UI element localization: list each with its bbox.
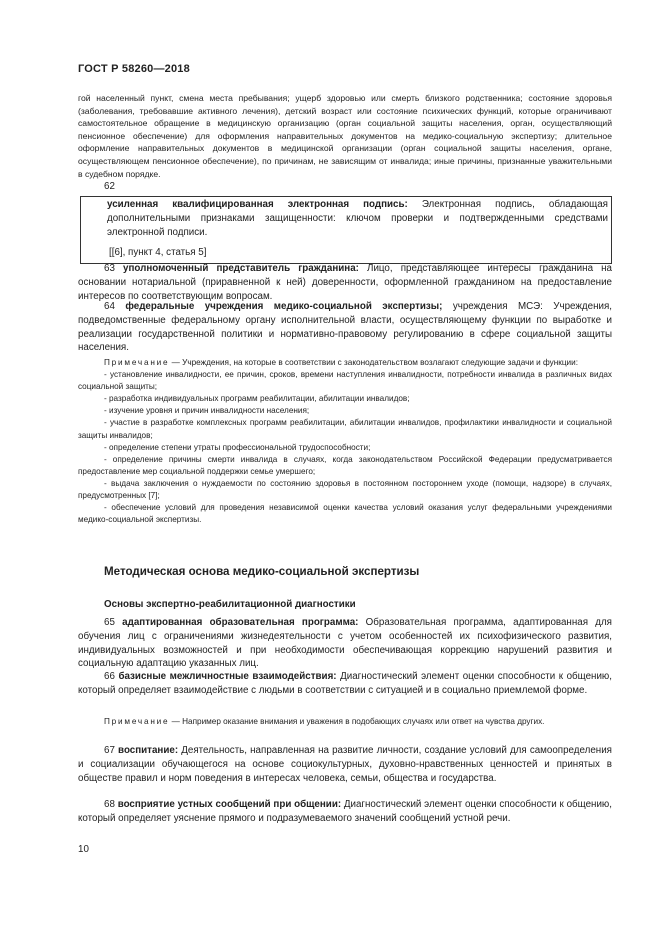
term-67-term: воспитание:	[118, 745, 179, 756]
note-64	[78, 357, 612, 526]
term-64-definition: учреждения МСЭ: Учреждения, подведомственные федеральному органу исполнительной власти, осуществляющему функции по выработке и реализации государственной политики и нормативно-правовому регулированию в сфере социальной защиты населения.	[78, 301, 612, 354]
page-number: 10	[78, 844, 89, 855]
note-64-text: — Учреждения, на которые в соответствии с законодательством возлагают следующие задачи и функции:	[169, 358, 578, 367]
section-title: Методическая основа медико-социальной экспертизы	[104, 565, 420, 578]
term-66-paragraph	[78, 670, 612, 698]
term-66-number: 66	[104, 671, 115, 682]
standard-designation: ГОСТ Р 58260—2018	[78, 63, 190, 75]
note-64-item: - участие в разработке комплексных программ реабилитации, абилитации инвалидов, профилактики инвалидности и социальной защиты инвалидов;	[78, 418, 612, 440]
term-66-definition: Диагностический элемент оценки способности к общению, который определяет взаимодействие с людьми в соответствии с ситуацией и в социально приемлемой форме.	[78, 671, 612, 696]
note-64-item: - разработка индивидуальных программ реабилитации, абилитации инвалидов;	[104, 394, 410, 404]
note-64-item: - обеспечение условий для проведения независимой оценки качества условий оказания услуг федеральными учреждениями медико-социальной экспертизы.	[78, 503, 612, 525]
term-62-paragraph	[81, 197, 611, 239]
term-63-term: уполномоченный представитель гражданина:	[123, 263, 359, 274]
term-64-number: 64	[104, 301, 115, 312]
term-68-paragraph	[78, 798, 612, 826]
term-68-term: восприятие устных сообщений при общении:	[117, 799, 342, 810]
note-66-label: Примечание	[104, 717, 170, 726]
note-64-label: Примечание	[104, 358, 170, 367]
term-65-number: 65	[104, 617, 115, 628]
term-67-paragraph	[78, 744, 612, 785]
term-63-definition: Лицо, представляющее интересы гражданина на основании нотариальной (приравненной к ней) доверенности, оформленной гражданином на предоставление интересов по соответствующим вопросам.	[78, 263, 612, 302]
note-66	[78, 716, 612, 728]
term-66-term: базисные межличностные взаимодействия:	[118, 671, 337, 682]
term-63-paragraph	[78, 262, 612, 303]
term-62-term: усиленная квалифицированная электронная подпись:	[107, 199, 408, 210]
subsection-title: Основы экспертно-реабилитационной диагностики	[104, 599, 356, 610]
term-68-definition: Диагностический элемент оценки способности к общению, который определяет уяснение прямого и подразумеваемого значений сообщений устной речи.	[78, 799, 612, 824]
term-62-box	[80, 196, 612, 264]
note-64-item: - установление инвалидности, ее причин, сроков, времени наступления инвалидности, потребности инвалида в различных видах социальной защиты;	[78, 370, 612, 392]
term-62-number: 62	[104, 181, 115, 192]
intro-paragraph: гой населенный пункт, смена места пребывания; ущерб здоровью или смерть близкого родственника; состояние здоровья (заболевания, требовавшие активного лечения), детский возраст или состояние психических функций, которые ограничивают самостоятельное обращение в медицинскую организацию (орган социальной защиты населения, орган, осуществляющий пенсионное обеспечение) для оформления направительных документов на медико-социальную экспертизу; длительное оформление направительных документов в медицинской организации (орган социальной защиты населения, органе, осуществляющем пенсионное обеспечение), по причинам, не зависящим от инвалида; иные причины, признанные уважительными в судебном порядке.	[78, 93, 612, 179]
term-65-paragraph	[78, 616, 612, 671]
term-67-number: 67	[104, 745, 115, 756]
note-66-text: — Например оказание внимания и уважения в подобающих случаях или ответ на чувства других.	[169, 717, 545, 726]
term-68-number: 68	[104, 799, 115, 810]
note-64-item: - определение степени утраты профессиональной трудоспособности;	[104, 442, 371, 452]
term-64-paragraph	[78, 300, 612, 355]
term-65-term: адаптированная образовательная программа:	[122, 617, 359, 628]
note-64-item: - изучение уровня и причин инвалидности населения;	[104, 406, 310, 416]
term-63-number: 63	[104, 263, 115, 274]
term-67-definition: Деятельность, направленная на развитие личности, создание условий для самоопределения и социализации обучающегося на основе социокультурных, духовно-нравственных ценностей и принятых в обществе правил и норм поведения в интересах человека, семьи, общества и государства.	[78, 745, 612, 784]
note-64-item: - определение причины смерти инвалида в случаях, когда законодательством Российской Федерации предусматривается предоставление мер социальной поддержки семье умершего;	[78, 454, 612, 476]
note-64-item: - выдача заключения о нуждаемости по состоянию здоровья в постоянном постороннем уходе (помощи, надзоре) в случаях, предусмотренных [7];	[78, 478, 612, 501]
term-62-reference: [[6], пункт 4, статья 5]	[109, 247, 207, 259]
term-62-definition: Электронная подпись, обладающая дополнительными признаками защищенности: ключом проверки и подтвержденными средствами электронной подписи.	[107, 199, 608, 238]
term-64-term: федеральные учреждения медико-социальной экспертизы;	[125, 301, 443, 312]
term-65-definition: Образовательная программа, адаптированная для обучения лиц с ограничениями жизнедеятельности с учетом особенностей их психофизического развития, индивидуальных возможностей и при необходимости обеспечивающая коррекцию нарушений развития и социальную адаптацию указанных лиц.	[78, 617, 612, 670]
note-64-intro	[78, 357, 612, 369]
